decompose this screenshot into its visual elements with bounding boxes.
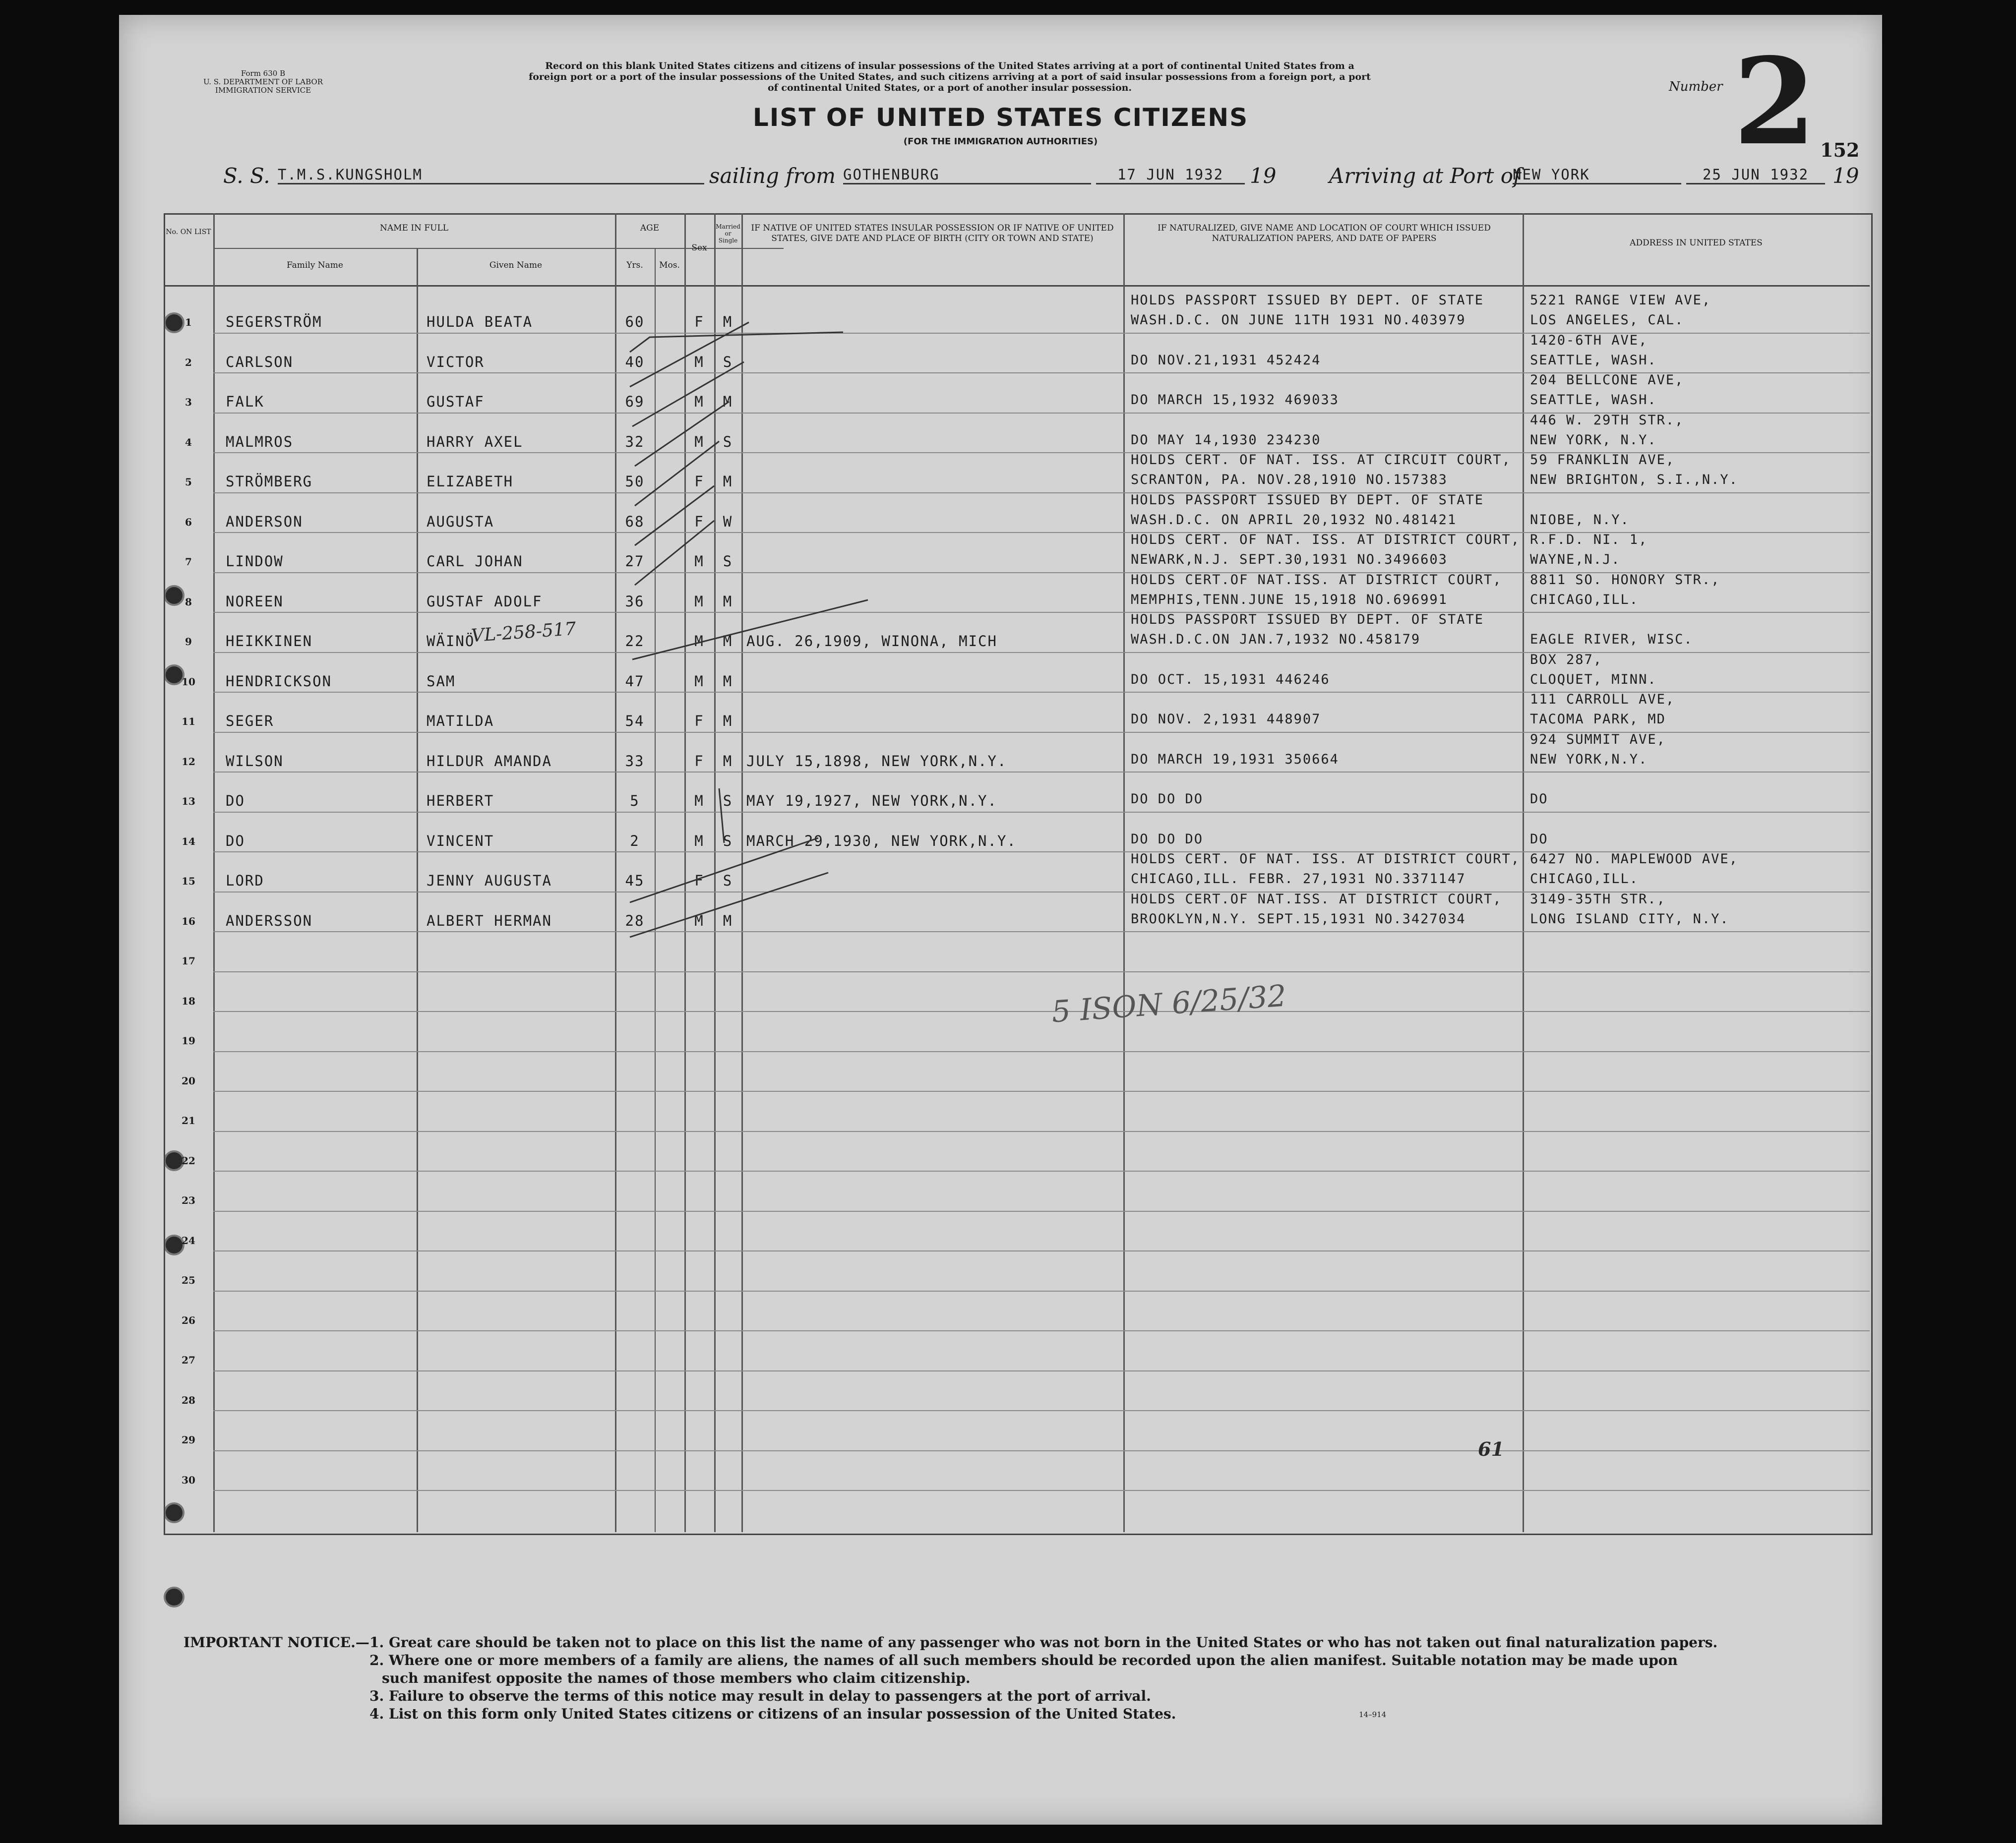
row-number: 27: [182, 1354, 195, 1366]
row-number: 19: [182, 1035, 195, 1047]
cell-naturalization: SCRANTON, PA. NOV.28,1910 NO.157383: [1131, 472, 1448, 487]
arrival-port: NEW YORK: [1513, 166, 1681, 184]
check-mark: [630, 838, 818, 902]
cell-ms: M: [723, 593, 733, 610]
cell-ms: M: [723, 473, 733, 490]
cell-naturalization: WASH.D.C. ON APRIL 20,1932 NO.481421: [1131, 512, 1457, 528]
notice-item: such manifest opposite the names of those members who claim citizenship.: [382, 1670, 971, 1686]
cell-ms: M: [723, 313, 733, 330]
header-name-in-full: NAME IN FULL: [379, 223, 449, 233]
check-mark: [632, 362, 744, 426]
cell-naturalization: HOLDS CERT. OF NAT. ISS. AT DISTRICT COURT,: [1131, 851, 1520, 867]
cell-family: DO: [226, 792, 245, 809]
cell-address: 59 FRANKLIN AVE,: [1530, 452, 1675, 468]
cell-sex: F: [694, 473, 704, 490]
intro-line: foreign port or a port of the insular possessions of the United States, and such citizens arriving at a port of said insular possessions from a foreign port, a port: [529, 71, 1371, 82]
row-number: 18: [182, 995, 195, 1007]
cell-address: 924 SUMMIT AVE,: [1530, 731, 1666, 747]
cell-address: NIOBE, N.Y.: [1530, 512, 1630, 528]
cell-given: WÄINÖ: [427, 633, 475, 650]
cell-no: 16: [182, 915, 195, 927]
form-number: Form 630 B: [241, 69, 286, 78]
row-number: 22: [182, 1154, 195, 1167]
cell-given: CARL JOHAN: [427, 553, 523, 570]
check-mark: [635, 402, 729, 466]
cell-family: MALMROS: [226, 433, 294, 450]
cell-family: HENDRICKSON: [226, 672, 332, 690]
cell-address: SEATTLE, WASH.: [1530, 392, 1657, 408]
ship-name: T.M.S.KUNGSHOLM: [278, 166, 704, 184]
department: U. S. DEPARTMENT OF LABOR: [203, 77, 323, 86]
cell-family: LORD: [226, 872, 264, 889]
cell-family: SEGER: [226, 713, 274, 729]
cell-address: CLOQUET, MINN.: [1530, 671, 1657, 687]
cell-no: 8: [185, 595, 192, 608]
cell-naturalization: HOLDS CERT.OF NAT.ISS. AT DISTRICT COURT,: [1131, 891, 1502, 907]
row-number: 26: [182, 1314, 195, 1326]
row-number: 30: [182, 1474, 195, 1486]
cell-address: R.F.D. NI. 1,: [1530, 532, 1648, 547]
cell-naturalization: HOLDS PASSPORT ISSUED BY DEPT. OF STATE: [1131, 612, 1484, 627]
footer-code: 14–914: [1359, 1710, 1387, 1719]
cell-naturalization: DO MARCH 15,1932 469033: [1131, 392, 1339, 408]
check-mark: [719, 788, 724, 843]
cell-yrs: 32: [625, 433, 645, 450]
check-mark: [630, 873, 828, 937]
cell-given: ELIZABETH: [427, 473, 514, 490]
cell-address: BOX 287,: [1530, 652, 1603, 667]
cell-yrs: 40: [625, 353, 645, 370]
check-mark: [635, 441, 719, 506]
cell-naturalization: MEMPHIS,TENN.JUNE 15,1918 NO.696991: [1131, 592, 1448, 607]
cell-yrs: 60: [625, 313, 645, 330]
cell-yrs: 33: [625, 752, 645, 770]
year-prefix: 19: [1833, 164, 1859, 188]
cell-sex: M: [694, 672, 704, 690]
check-mark: [635, 521, 714, 585]
handwritten-note: VL-258-517: [470, 618, 577, 647]
cell-ms: S: [723, 553, 733, 570]
cell-naturalization: HOLDS CERT.OF NAT.ISS. AT DISTRICT COURT,: [1131, 572, 1502, 588]
cell-ms: M: [723, 912, 733, 929]
header-yrs: Yrs.: [626, 260, 643, 270]
cell-no: 2: [185, 356, 192, 368]
cell-naturalization: DO NOV. 2,1931 448907: [1131, 712, 1321, 727]
cell-sex: F: [694, 513, 704, 530]
cell-ms: M: [723, 713, 733, 729]
arriving-label: Arriving at Port of: [1329, 164, 1521, 188]
arrive-date: 25 JUN 1932: [1686, 166, 1825, 184]
cell-no: 4: [185, 436, 192, 448]
cell-sex: M: [694, 353, 704, 370]
cell-no: 12: [182, 755, 195, 768]
cell-family: WILSON: [226, 752, 284, 770]
cell-address: LONG ISLAND CITY, N.Y.: [1530, 911, 1729, 927]
cell-no: 14: [182, 835, 195, 847]
cell-ms: S: [723, 792, 733, 809]
cell-address: NEW YORK,N.Y.: [1530, 751, 1648, 767]
header-family-name: Family Name: [287, 260, 343, 270]
cell-naturalization: DO DO DO: [1131, 791, 1204, 807]
notice-heading: IMPORTANT NOTICE.—: [183, 1634, 369, 1651]
cell-sex: M: [694, 433, 704, 450]
cell-naturalization: NEWARK,N.J. SEPT.30,1931 NO.3496603: [1131, 552, 1448, 567]
stamp-number: 152: [1820, 139, 1860, 161]
cell-family: STRÖMBERG: [226, 473, 313, 490]
cell-address: EAGLE RIVER, WISC.: [1530, 632, 1693, 647]
cell-address: SEATTLE, WASH.: [1530, 352, 1657, 368]
cell-given: HARRY AXEL: [427, 433, 523, 450]
year-prefix: 19: [1250, 164, 1277, 188]
page-title: LIST OF UNITED STATES CITIZENS: [752, 103, 1249, 132]
form-info: [203, 69, 323, 95]
cell-yrs: 54: [625, 713, 645, 729]
cell-yrs: 45: [625, 872, 645, 889]
cell-yrs: 68: [625, 513, 645, 530]
cell-naturalization: CHICAGO,ILL. FEBR. 27,1931 NO.3371147: [1131, 871, 1466, 887]
page-mark: 61: [1478, 1438, 1504, 1460]
cell-given: MATILDA: [427, 713, 494, 729]
check-mark: [630, 322, 749, 387]
cell-ms: S: [723, 433, 733, 450]
cell-address: 1420-6TH AVE,: [1530, 332, 1648, 348]
notice-item: 1. Great care should be taken not to place on this list the name of any passenger who was not born in the United States or who has not taken out final naturalization papers.: [369, 1634, 1718, 1651]
notice-item: 2. Where one or more members of a family are aliens, the names of all such members should be recorded upon the alien manifest. Suitable notation may be made upon: [369, 1652, 1678, 1668]
cell-no: 5: [185, 476, 192, 488]
cell-birth: JULY 15,1898, NEW YORK,N.Y.: [746, 752, 1007, 770]
cell-naturalization: DO OCT. 15,1931 446246: [1131, 671, 1330, 687]
cell-given: VICTOR: [427, 353, 485, 370]
cell-given: JENNY AUGUSTA: [427, 872, 552, 889]
notice-item: 4. List on this form only United States citizens or citizens of an insular possession of the United States.: [369, 1706, 1176, 1722]
cell-no: 11: [182, 715, 195, 727]
cell-given: HULDA BEATA: [427, 313, 533, 330]
header-age: AGE: [640, 223, 660, 233]
ss-label: S. S.: [223, 164, 270, 188]
row-number: 17: [182, 955, 195, 967]
row-number: 29: [182, 1434, 195, 1446]
cell-given: HILDUR AMANDA: [427, 752, 552, 770]
cell-no: 6: [185, 516, 192, 528]
header-sex: Sex: [691, 243, 707, 253]
row-number: 25: [182, 1274, 195, 1286]
intro-line: of continental United States, or a port of another insular possession.: [767, 82, 1132, 93]
list-number: 2: [1733, 32, 1816, 172]
cell-no: 13: [182, 795, 195, 807]
cell-ms: M: [723, 752, 733, 770]
row-number: 28: [182, 1394, 195, 1406]
cell-yrs: 5: [630, 792, 640, 809]
cell-sex: M: [694, 393, 704, 410]
cell-yrs: 28: [625, 912, 645, 929]
cell-given: SAM: [427, 672, 456, 690]
cell-ms: M: [723, 633, 733, 650]
header-no-on-list: No. ON LIST: [166, 228, 211, 236]
cell-yrs: 22: [625, 633, 645, 650]
header-given-name: Given Name: [489, 260, 543, 270]
cell-naturalization: HOLDS CERT. OF NAT. ISS. AT DISTRICT COURT,: [1131, 532, 1520, 547]
cell-given: AUGUSTA: [427, 513, 494, 530]
intro-text: [367, 60, 1532, 93]
cell-naturalization: DO MARCH 19,1931 350664: [1131, 751, 1339, 767]
cell-ms: M: [723, 672, 733, 690]
cell-naturalization: DO MAY 14,1930 234230: [1131, 432, 1321, 448]
cell-naturalization: DO NOV.21,1931 452424: [1131, 352, 1321, 368]
cell-address: 111 CARROLL AVE,: [1530, 692, 1675, 707]
cell-given: VINCENT: [427, 832, 494, 849]
cell-given: ALBERT HERMAN: [427, 912, 552, 929]
header-married-single: Married or Single: [716, 223, 740, 244]
cell-given: GUSTAF: [427, 393, 485, 410]
cell-sex: M: [694, 553, 704, 570]
number-label: Number: [1669, 79, 1723, 94]
cell-address: NEW BRIGHTON, S.I.,N.Y.: [1530, 472, 1738, 487]
cell-address: 446 W. 29TH STR.,: [1530, 412, 1684, 428]
check-mark: [635, 486, 714, 545]
manifest-sheet: [119, 15, 1882, 1825]
cell-birth: MARCH 29,1930, NEW YORK,N.Y.: [746, 832, 1017, 849]
cell-yrs: 47: [625, 672, 645, 690]
cell-birth: MAY 19,1927, NEW YORK,N.Y.: [746, 792, 997, 809]
cell-address: NEW YORK, N.Y.: [1530, 432, 1657, 448]
cell-sex: M: [694, 792, 704, 809]
header-mos: Mos.: [659, 260, 680, 270]
cell-address: CHICAGO,ILL.: [1530, 592, 1639, 607]
cell-yrs: 2: [630, 832, 640, 849]
cell-sex: M: [694, 832, 704, 849]
punch-hole: [164, 1587, 184, 1607]
row-number: 21: [182, 1115, 195, 1127]
cell-ms: S: [723, 353, 733, 370]
cell-address: DO: [1530, 831, 1548, 847]
header-naturalized: IF NATURALIZED, GIVE NAME AND LOCATION OF COURT WHICH ISSUED NATURALIZATION PAPERS, AND DATE OF PAPERS: [1158, 223, 1491, 243]
check-mark: [632, 600, 868, 659]
cell-given: HERBERT: [427, 792, 494, 809]
page-subtitle: (FOR THE IMMIGRATION AUTHORITIES): [903, 136, 1098, 147]
cell-ms: S: [723, 872, 733, 889]
handwritten-note: 5 ISON 6/25/32: [1050, 978, 1287, 1030]
row-number: 23: [182, 1194, 195, 1206]
row-number: 20: [182, 1074, 195, 1087]
sailing-label: sailing from: [709, 164, 836, 188]
cell-family: SEGERSTRÖM: [226, 313, 322, 330]
cell-sex: F: [694, 713, 704, 729]
cell-family: ANDERSON: [226, 513, 303, 530]
cell-no: 1: [185, 316, 192, 328]
cell-naturalization: HOLDS PASSPORT ISSUED BY DEPT. OF STATE: [1131, 293, 1484, 308]
cell-no: 7: [185, 556, 192, 568]
cell-family: CARLSON: [226, 353, 294, 370]
cell-yrs: 50: [625, 473, 645, 490]
notice-item: 3. Failure to observe the terms of this notice may result in delay to passengers at the port of arrival.: [369, 1688, 1151, 1704]
cell-naturalization: HOLDS PASSPORT ISSUED BY DEPT. OF STATE: [1131, 492, 1484, 508]
cell-birth: AUG. 26,1909, WINONA, MICH: [746, 633, 997, 650]
intro-line: Record on this blank United States citizens and citizens of insular possessions of the United States arriving at a port of continental United States from a: [545, 60, 1354, 71]
cell-ms: W: [723, 513, 733, 530]
cell-address: 3149-35TH STR.,: [1530, 891, 1666, 907]
cell-yrs: 27: [625, 553, 645, 570]
service: IMMIGRATION SERVICE: [215, 86, 311, 95]
cell-address: 5221 RANGE VIEW AVE,: [1530, 293, 1711, 308]
cell-family: HEIKKINEN: [226, 633, 313, 650]
check-mark: [630, 332, 843, 352]
header-native: IF NATIVE OF UNITED STATES INSULAR POSSESSION OR IF NATIVE OF UNITED STATES, GIVE DATE AND PLACE OF BIRTH (CITY OR TOWN AND STATE): [751, 223, 1114, 243]
cell-no: 10: [182, 675, 195, 688]
cell-sex: F: [694, 313, 704, 330]
sail-date: 17 JUN 1932: [1096, 166, 1245, 184]
cell-address: DO: [1530, 791, 1548, 807]
cell-no: 3: [185, 396, 192, 408]
row-number: 24: [182, 1234, 195, 1247]
cell-family: DO: [226, 832, 245, 849]
cell-family: FALK: [226, 393, 264, 410]
cell-ms: M: [723, 393, 733, 410]
cell-no: 9: [185, 636, 192, 648]
cell-naturalization: HOLDS CERT. OF NAT. ISS. AT CIRCUIT COURT,: [1131, 452, 1511, 468]
cell-family: NOREEN: [226, 593, 284, 610]
cell-naturalization: WASH.D.C. ON JUNE 11TH 1931 NO.403979: [1131, 312, 1466, 328]
cell-yrs: 69: [625, 393, 645, 410]
cell-sex: M: [694, 633, 704, 650]
cell-address: CHICAGO,ILL.: [1530, 871, 1639, 887]
cell-sex: F: [694, 752, 704, 770]
cell-naturalization: WASH.D.C.ON JAN.7,1932 NO.458179: [1131, 632, 1421, 647]
cell-address: TACOMA PARK, MD: [1530, 712, 1666, 727]
cell-no: 15: [182, 875, 195, 887]
cell-address: WAYNE,N.J.: [1530, 552, 1621, 567]
header-address: ADDRESS IN UNITED STATES: [1630, 238, 1763, 248]
cell-family: ANDERSSON: [226, 912, 313, 929]
cell-address: LOS ANGELES, CAL.: [1530, 312, 1684, 328]
cell-given: GUSTAF ADOLF: [427, 593, 543, 610]
cell-address: 204 BELLCONE AVE,: [1530, 372, 1684, 388]
cell-yrs: 36: [625, 593, 645, 610]
cell-naturalization: DO DO DO: [1131, 831, 1204, 847]
cell-sex: F: [694, 872, 704, 889]
cell-address: 8811 SO. HONORY STR.,: [1530, 572, 1720, 588]
cell-address: 6427 NO. MAPLEWOOD AVE,: [1530, 851, 1738, 867]
check-marks: [620, 293, 898, 997]
sailing-from: GOTHENBURG: [843, 166, 1091, 184]
cell-ms: S: [723, 832, 733, 849]
cell-sex: M: [694, 912, 704, 929]
cell-sex: M: [694, 593, 704, 610]
cell-family: LINDOW: [226, 553, 284, 570]
cell-naturalization: BROOKLYN,N.Y. SEPT.15,1931 NO.3427034: [1131, 911, 1466, 927]
